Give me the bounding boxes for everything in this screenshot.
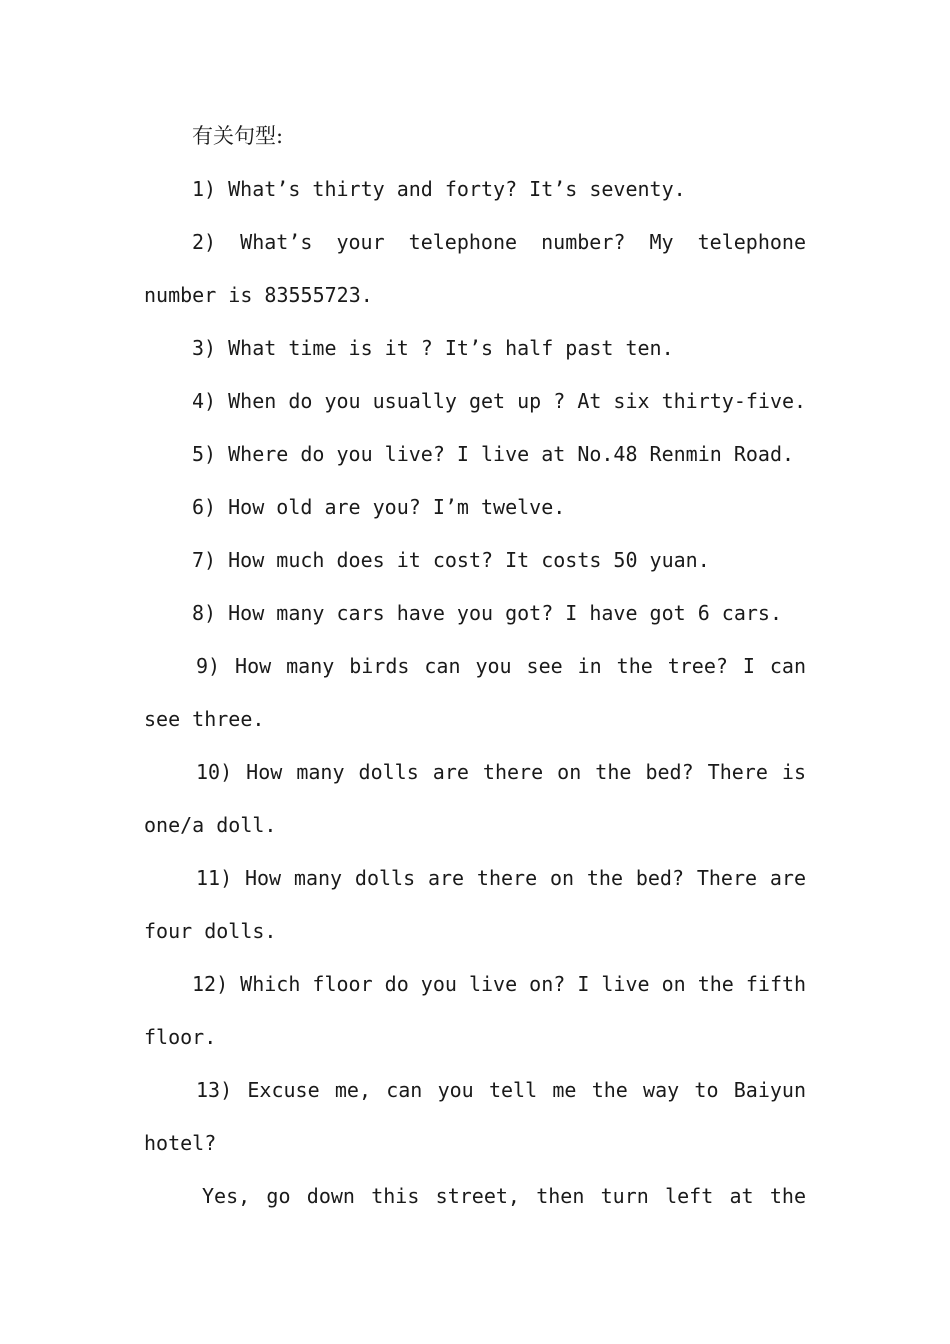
sentence-line: 2) What’s your telephone number? My telephone bbox=[192, 230, 806, 254]
sentence-line: 12) Which floor do you live on? I live on the fifth bbox=[192, 972, 806, 996]
sentence-line: 11) How many dolls are there on the bed? There are bbox=[196, 866, 806, 890]
document-body bbox=[144, 110, 806, 1223]
sentence-line: floor. bbox=[144, 1025, 217, 1049]
sentence-line: 4) When do you usually get up ? At six thirty-five. bbox=[192, 389, 806, 413]
sentence-line: 5) Where do you live? I live at No.48 Renmin Road. bbox=[192, 442, 795, 466]
section-heading: 有关句型: bbox=[192, 124, 284, 148]
sentence-line: 10) How many dolls are there on the bed? There is bbox=[196, 760, 806, 784]
sentence-line: 8) How many cars have you got? I have got 6 cars. bbox=[192, 601, 783, 625]
sentence-line: number is 83555723. bbox=[144, 283, 373, 307]
sentence-line: 9) How many birds can you see in the tree? I can bbox=[196, 654, 806, 678]
sentence-line: one/a doll. bbox=[144, 813, 277, 837]
sentence-line: 3) What time is it ? It’s half past ten. bbox=[192, 336, 674, 360]
sentence-line: hotel? bbox=[144, 1131, 217, 1155]
sentence-line: 7) How much does it cost? It costs 50 yuan. bbox=[192, 548, 710, 572]
sentence-list bbox=[144, 163, 806, 1223]
sentence-line: 13) Excuse me, can you tell me the way to Baiyun bbox=[196, 1078, 806, 1102]
sentence-line: see three. bbox=[144, 707, 265, 731]
sentence-line: 1) What’s thirty and forty? It’s seventy. bbox=[192, 177, 686, 201]
sentence-line: 6) How old are you? I’m twelve. bbox=[192, 495, 566, 519]
sentence-line: Yes, go down this street, then turn left at the bbox=[202, 1184, 806, 1208]
sentence-line: four dolls. bbox=[144, 919, 277, 943]
